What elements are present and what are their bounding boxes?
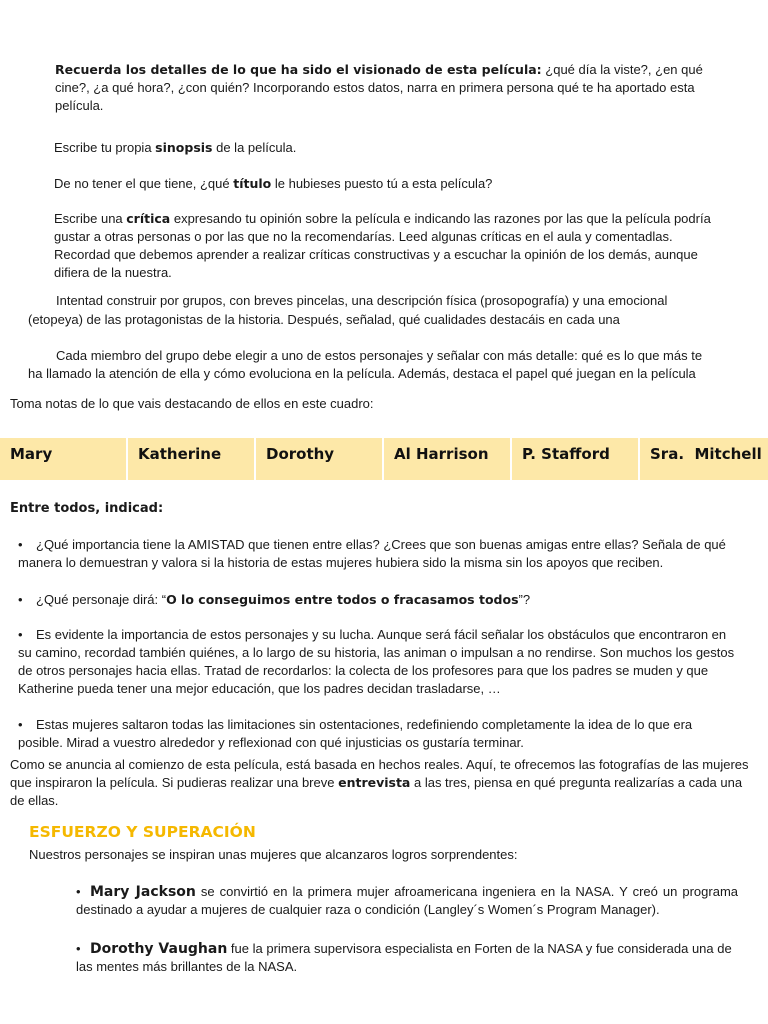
title-post: le hubieses puesto tú a esta película? (271, 176, 493, 191)
interview-pre: Como se anuncia al comienzo de esta película, está basada en hechos reales. Aquí, te ofrecemos las fotografías de las mujeres que inspiraron la película. Si pudieras realizar una breve (10, 757, 749, 790)
person-dorothy-vaughan (76, 940, 738, 976)
bullet-icon: • (18, 592, 23, 607)
name-cell: Dorothy (256, 438, 384, 480)
title-pre: De no tener el que tiene, ¿qué (54, 176, 234, 191)
synopsis-keyword: sinopsis (155, 140, 213, 155)
question-friendship-text: ¿Qué importancia tiene la AMISTAD que tienen entre ellas? ¿Crees que son buenas amigas entre ellas? Señala de qué manera lo demuestran y valora si la historia de estas mujeres hubiera sido la misma sin los apoyos que reciben. (18, 537, 726, 570)
question-friendship (18, 536, 738, 572)
instruction-critique (54, 210, 719, 282)
name-cell: P. Stafford (512, 438, 640, 480)
interview-post: a las tres, piensa en qué pregunta realizarías a cada una de ellas. (10, 775, 743, 808)
question-limitations-text: Estas mujeres saltaron todas las limitaciones sin ostentaciones, redefiniendo completamente la idea de lo que era posible. Mirad a vuestro alrededor y reflexionad con qué injusticias os gustaría terminar. (18, 717, 693, 750)
instruction-recall-viewing (55, 61, 715, 115)
person-name: Mary Jackson (90, 884, 196, 900)
interview-keyword: entrevista (338, 775, 411, 790)
instruction-groups-line2: (etopeya) de las protagonistas de la historia. Después, señalad, qué cualidades destacáis en cada una (28, 312, 620, 327)
entre-todos-heading: Entre todos, indicad: (10, 501, 164, 516)
name-cell: Mary (0, 438, 128, 480)
question-quote (18, 591, 738, 609)
bullet-icon: • (18, 627, 23, 642)
section-intro: Nuestros personajes se inspiran unas mujeres que alcanzaros logros sorprendentes: (29, 847, 518, 862)
section-title: ESFUERZO Y SUPERACIÓN (29, 823, 256, 841)
quote-pre: ¿Qué personaje dirá: “ (36, 592, 167, 607)
instruction-groups-line1: Intentad construir por grupos, con breves pincelas, una descripción física (prosopografía) y una emocional (56, 293, 668, 308)
person-description: fue la primera supervisora especialista en Forten de la NASA y fue considerada una de las mentes más brillantes de la NASA. (76, 941, 732, 974)
bullet-icon: • (18, 717, 23, 732)
name-cell: Sra. Mitchell (650, 445, 762, 463)
quote-post: ”? (518, 592, 531, 607)
instruction-title (54, 175, 734, 193)
instruction-member-line1: Cada miembro del grupo debe elegir a uno de estos personajes y señalar con más detalle: qué es lo que más te (56, 348, 703, 363)
notes-intro: Toma notas de lo que vais destacando de ellos en este cuadro: (10, 396, 374, 411)
question-limitations (18, 716, 740, 752)
interview-instruction (10, 756, 750, 810)
instruction-member-line2: ha llamado la atención de ella y cómo evoluciona en la película. Además, destaca el papel qué juegan en la película (28, 366, 696, 381)
person-mary-jackson (76, 883, 738, 919)
critique-keyword: crítica (126, 211, 171, 226)
quote-keyword: O lo conseguimos entre todos o fracasamos todos (166, 592, 519, 607)
bullet-icon: • (76, 941, 81, 956)
name-cell: Katherine (128, 438, 256, 480)
question-obstacles-text: Es evidente la importancia de estos personajes y su lucha. Aunque será fácil señalar los obstáculos que encontraron en su camino, recordad también quiénes, a lo largo de su historia, las animan o impulsan a no rendirse. Son muchos los gestos de otros personajes hacia ellas. Tratad de recordarlos: la colecta de los profesores para que los padres se muden y que Katherine pueda tener una mejor educación, que los padres decidan trasladarse, … (18, 627, 735, 696)
person-description: se convirtió en la primera mujer afroamericana ingeniera en la NASA. Y creó un programa destinado a ayudar a mujeres de cualquier raza o condición (Langley´s Women´s Program Manager). (76, 884, 739, 917)
critique-post: expresando tu opinión sobre la película e indicando las razones por las que la película podría gustar a otras personas o por las que no la recomendarías. Leed algunas críticas en el aula y comentadlas. Recordad que debemos aprender a realizar críticas constructivas y a escuchar la opinión de los demás, aunque difiera de la nuestra. (54, 211, 711, 280)
name-cell: Al Harrison (384, 438, 512, 480)
question-obstacles (18, 626, 740, 698)
critique-pre: Escribe una (54, 211, 127, 226)
bullet-icon: • (18, 537, 23, 552)
bullet-icon: • (76, 884, 81, 899)
instruction-recall-bold: Recuerda los detalles de lo que ha sido el visionado de esta película: (55, 62, 542, 77)
synopsis-post: de la película. (212, 140, 297, 155)
instruction-recall-text: ¿qué día la viste?, ¿en qué cine?, ¿a qué hora?, ¿con quién? Incorporando estos datos, narra en primera persona qué te ha aportado esta película. (55, 62, 703, 113)
instruction-synopsis (54, 139, 734, 157)
title-keyword: título (233, 176, 272, 191)
person-name: Dorothy Vaughan (90, 941, 228, 957)
synopsis-pre: Escribe tu propia (54, 140, 156, 155)
character-names-table (0, 438, 768, 480)
